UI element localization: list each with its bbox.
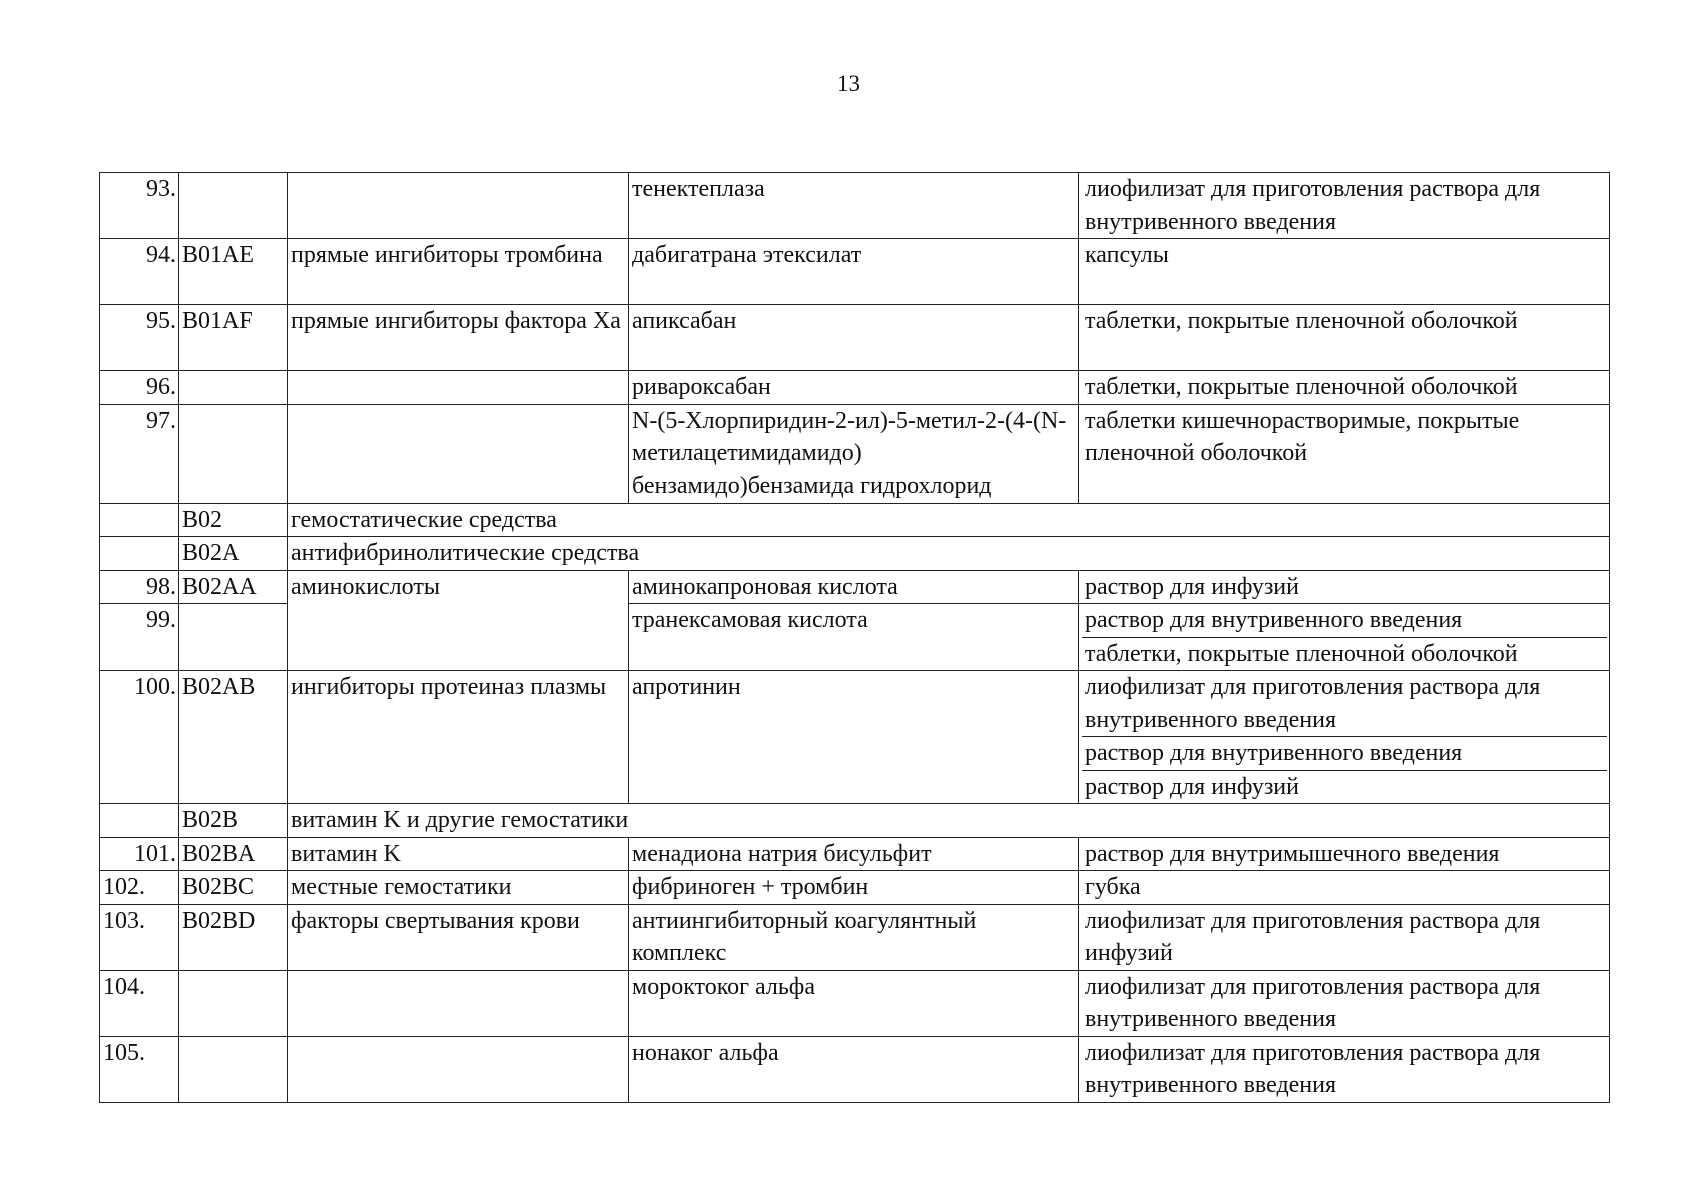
substance-name: менадиона натрия бисульфит: [629, 837, 1079, 871]
dosage-form: раствор для внутривенного введения: [1082, 604, 1607, 638]
dosage-forms: [1079, 970, 1610, 1036]
pharm-group: прямые ингибиторы фактора Xa: [288, 305, 629, 371]
table-row: [100, 970, 1610, 1036]
substance-name: нонаког альфа: [629, 1036, 1079, 1102]
atc-code: [179, 404, 288, 503]
dosage-form: лиофилизат для приготовления раствора для инфузий: [1085, 907, 1541, 966]
atc-code: B02BA: [179, 837, 288, 871]
pharm-group: ингибиторы протеиназ плазмы: [288, 671, 629, 804]
dosage-form: раствор для инфузий: [1085, 773, 1299, 800]
substance-name: тенектеплаза: [629, 173, 1079, 239]
atc-code: B02B: [179, 804, 288, 838]
atc-code: B02AB: [179, 671, 288, 804]
dosage-form: лиофилизат для приготовления раствора для внутривенного введения: [1085, 1039, 1541, 1098]
row-number: [100, 503, 179, 537]
table-row: [100, 837, 1610, 871]
substance-name: дабигатрана этексилат: [629, 239, 1079, 305]
row-number: 102.: [100, 871, 179, 905]
dosage-form: таблетки, покрытые пленочной оболочкой: [1085, 308, 1518, 334]
dosage-forms: [1079, 239, 1610, 305]
atc-code: B02: [179, 503, 288, 537]
dosage-form: таблетки, покрытые пленочной оболочкой: [1085, 374, 1518, 400]
dosage-forms: [1079, 404, 1610, 503]
substance-name: транексамовая кислота: [629, 604, 1079, 671]
row-number: [100, 537, 179, 571]
dosage-form: губка: [1085, 874, 1141, 900]
table-row: [100, 1036, 1610, 1102]
dosage-forms: [1079, 904, 1610, 970]
group-heading: гемостатические средства: [288, 503, 1610, 537]
page-number: 13: [837, 71, 860, 96]
dosage-form: раствор для инфузий: [1085, 573, 1299, 600]
table-row: [100, 239, 1610, 305]
pharm-group: [288, 404, 629, 503]
table-row: [100, 371, 1610, 405]
table-row: [100, 904, 1610, 970]
atc-code: [179, 371, 288, 405]
atc-code: B02A: [179, 537, 288, 571]
substance-name: аминокапроновая кислота: [629, 570, 1079, 604]
dosage-form: таблетки кишечнорастворимые, покрытые пленочной оболочкой: [1085, 407, 1520, 466]
pharm-group: аминокислоты: [288, 570, 629, 671]
table-row: [100, 503, 1610, 537]
atc-code: [179, 173, 288, 239]
substance-name: антиингибиторный коагулянтный комплекс: [629, 904, 1079, 970]
row-number: 104.: [100, 970, 179, 1036]
table-row: [100, 173, 1610, 239]
dosage-form: капсулы: [1085, 242, 1169, 268]
atc-code: B02AA: [179, 570, 288, 604]
atc-code: B02BD: [179, 904, 288, 970]
pharm-group: витамин K: [288, 837, 629, 871]
row-number: 95.: [100, 305, 179, 371]
substance-name: мороктоког альфа: [629, 970, 1079, 1036]
atc-code: B01AE: [179, 239, 288, 305]
pharm-group: [288, 970, 629, 1036]
dosage-forms: [1079, 570, 1610, 604]
row-number: 105.: [100, 1036, 179, 1102]
substance-name: фибриноген + тромбин: [629, 871, 1079, 905]
table-row: [100, 671, 1610, 804]
pharm-group: [288, 173, 629, 239]
atc-code: B01AF: [179, 305, 288, 371]
dosage-form: лиофилизат для приготовления раствора для внутривенного введения: [1085, 973, 1541, 1032]
table-row: [100, 305, 1610, 371]
drug-table-body: [100, 173, 1610, 1103]
row-number: 101.: [100, 837, 179, 871]
group-heading: антифибринолитические средства: [288, 537, 1610, 571]
row-number: 97.: [100, 404, 179, 503]
dosage-forms: [1079, 371, 1610, 405]
pharm-group: [288, 1036, 629, 1102]
dosage-form: лиофилизат для приготовления раствора для внутривенного введения: [1085, 176, 1541, 235]
row-number: 93.: [100, 173, 179, 239]
row-number: [100, 804, 179, 838]
pharm-group: факторы свертывания крови: [288, 904, 629, 970]
table-row: [100, 570, 1610, 604]
atc-code: [179, 970, 288, 1036]
dosage-form: таблетки, покрытые пленочной оболочкой: [1085, 640, 1518, 667]
dosage-forms: [1079, 1036, 1610, 1102]
substance-name: ривароксабан: [629, 371, 1079, 405]
table-row: [100, 804, 1610, 838]
dosage-forms: [1079, 173, 1610, 239]
dosage-form: лиофилизат для приготовления раствора для внутривенного введения: [1082, 671, 1607, 737]
table-row: [100, 871, 1610, 905]
substance-name: апротинин: [629, 671, 1079, 804]
row-number: 99.: [100, 604, 179, 671]
dosage-forms: [1079, 871, 1610, 905]
pharm-group: местные гемостатики: [288, 871, 629, 905]
row-number: 94.: [100, 239, 179, 305]
substance-name: апиксабан: [629, 305, 1079, 371]
table-row: [100, 404, 1610, 503]
dosage-forms: [1079, 305, 1610, 371]
substance-name: N-(5-Хлорпиридин-2-ил)-5-метил-2-(4-(N-метилацетимидамидо) бензамидо)бензамида гидрохлорид: [629, 404, 1079, 503]
dosage-form: раствор для внутривенного введения: [1082, 737, 1607, 771]
pharm-group: прямые ингибиторы тромбина: [288, 239, 629, 305]
atc-code: B02BC: [179, 871, 288, 905]
dosage-forms: [1079, 837, 1610, 871]
atc-code: [179, 1036, 288, 1102]
row-number: 103.: [100, 904, 179, 970]
dosage-form: раствор для внутримышечного введения: [1085, 840, 1500, 867]
table-row: [100, 537, 1610, 571]
row-number: 98.: [100, 570, 179, 604]
drug-table: [99, 172, 1610, 1103]
group-heading: витамин K и другие гемостатики: [288, 804, 1610, 838]
atc-code: [179, 604, 288, 671]
pharm-group: [288, 371, 629, 405]
dosage-forms: [1079, 604, 1610, 671]
row-number: 100.: [100, 671, 179, 804]
dosage-forms: [1079, 671, 1610, 804]
row-number: 96.: [100, 371, 179, 405]
